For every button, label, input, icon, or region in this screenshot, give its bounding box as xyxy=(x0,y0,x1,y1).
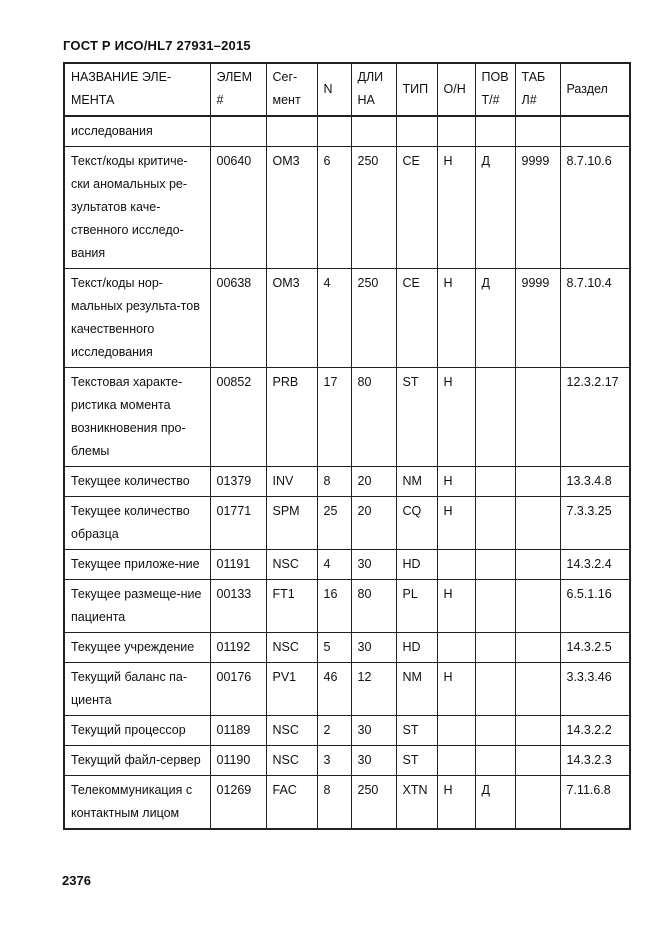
cell-name: исследования xyxy=(64,116,210,147)
cell-length: 20 xyxy=(351,497,396,550)
cell-length: 30 xyxy=(351,550,396,580)
table-row xyxy=(64,116,630,147)
cell-section: 7.11.6.8 xyxy=(560,776,630,830)
cell-repeat xyxy=(475,467,515,497)
col-header-n: N xyxy=(317,63,351,116)
cell-length: 12 xyxy=(351,663,396,716)
cell-type: NM xyxy=(396,663,437,716)
cell-table xyxy=(515,580,560,633)
cell-n: 8 xyxy=(317,467,351,497)
cell-type: CQ xyxy=(396,497,437,550)
cell-repeat xyxy=(475,368,515,467)
cell-optional xyxy=(437,746,475,776)
cell-segment: OM3 xyxy=(266,147,317,269)
cell-section: 3.3.3.46 xyxy=(560,663,630,716)
cell-segment: NSC xyxy=(266,746,317,776)
cell-elem: 00133 xyxy=(210,580,266,633)
table-row xyxy=(64,746,630,776)
col-header-table: ТАБ Л# xyxy=(515,63,560,116)
table-row xyxy=(64,497,630,550)
cell-n: 4 xyxy=(317,550,351,580)
cell-segment: NSC xyxy=(266,633,317,663)
document-header: ГОСТ Р ИСО/HL7 27931–2015 xyxy=(63,38,251,53)
cell-segment: OM3 xyxy=(266,269,317,368)
cell-length: 30 xyxy=(351,633,396,663)
cell-name: Текущий процессор xyxy=(64,716,210,746)
cell-section: 7.3.3.25 xyxy=(560,497,630,550)
col-header-repeat: ПОВ Т/# xyxy=(475,63,515,116)
cell-table xyxy=(515,716,560,746)
cell-n: 46 xyxy=(317,663,351,716)
cell-optional: Н xyxy=(437,663,475,716)
col-header-length: ДЛИ НА xyxy=(351,63,396,116)
cell-segment: NSC xyxy=(266,550,317,580)
cell-optional: Н xyxy=(437,467,475,497)
cell-segment: FAC xyxy=(266,776,317,830)
cell-repeat xyxy=(475,497,515,550)
col-header-type: ТИП xyxy=(396,63,437,116)
cell-optional xyxy=(437,550,475,580)
cell-repeat xyxy=(475,580,515,633)
col-header-name: НАЗВАНИЕ ЭЛЕ-МЕНТА xyxy=(64,63,210,116)
table-row xyxy=(64,147,630,269)
cell-optional: Н xyxy=(437,269,475,368)
cell-length: 250 xyxy=(351,269,396,368)
cell-elem: 01191 xyxy=(210,550,266,580)
table-row xyxy=(64,633,630,663)
cell-type xyxy=(396,116,437,147)
cell-section: 14.3.2.2 xyxy=(560,716,630,746)
cell-table xyxy=(515,368,560,467)
cell-repeat: Д xyxy=(475,269,515,368)
table-row xyxy=(64,467,630,497)
cell-length: 30 xyxy=(351,746,396,776)
cell-section: 8.7.10.4 xyxy=(560,269,630,368)
cell-optional xyxy=(437,116,475,147)
cell-table xyxy=(515,663,560,716)
cell-repeat xyxy=(475,633,515,663)
cell-n: 8 xyxy=(317,776,351,830)
cell-section: 12.3.2.17 xyxy=(560,368,630,467)
cell-n: 16 xyxy=(317,580,351,633)
cell-table xyxy=(515,467,560,497)
cell-type: HD xyxy=(396,633,437,663)
cell-name: Текст/коды нор-мальных результа-тов качественного исследования xyxy=(64,269,210,368)
table-row xyxy=(64,550,630,580)
cell-table xyxy=(515,776,560,830)
cell-repeat xyxy=(475,663,515,716)
cell-repeat: Д xyxy=(475,776,515,830)
cell-segment: PV1 xyxy=(266,663,317,716)
cell-name: Текстовая характе-ристика момента возникновения про-блемы xyxy=(64,368,210,467)
cell-repeat xyxy=(475,716,515,746)
cell-n: 5 xyxy=(317,633,351,663)
cell-type: CE xyxy=(396,147,437,269)
cell-type: ST xyxy=(396,368,437,467)
cell-table xyxy=(515,550,560,580)
table-row xyxy=(64,368,630,467)
cell-section: 6.5.1.16 xyxy=(560,580,630,633)
table-body xyxy=(64,116,630,829)
cell-length xyxy=(351,116,396,147)
cell-elem: 00640 xyxy=(210,147,266,269)
cell-repeat xyxy=(475,746,515,776)
cell-elem: 00852 xyxy=(210,368,266,467)
cell-name: Текущий баланс па-циента xyxy=(64,663,210,716)
cell-segment xyxy=(266,116,317,147)
cell-type: ST xyxy=(396,716,437,746)
cell-type: HD xyxy=(396,550,437,580)
cell-segment: FT1 xyxy=(266,580,317,633)
cell-elem: 01771 xyxy=(210,497,266,550)
cell-optional: Н xyxy=(437,776,475,830)
data-elements-table xyxy=(63,62,631,830)
cell-n: 6 xyxy=(317,147,351,269)
cell-elem: 01190 xyxy=(210,746,266,776)
cell-section xyxy=(560,116,630,147)
cell-table xyxy=(515,116,560,147)
cell-type: ST xyxy=(396,746,437,776)
cell-type: XTN xyxy=(396,776,437,830)
cell-section: 13.3.4.8 xyxy=(560,467,630,497)
cell-n: 17 xyxy=(317,368,351,467)
cell-name: Текущее учреждение xyxy=(64,633,210,663)
cell-type: NM xyxy=(396,467,437,497)
cell-length: 20 xyxy=(351,467,396,497)
col-header-optional: О/Н xyxy=(437,63,475,116)
cell-n: 3 xyxy=(317,746,351,776)
cell-elem: 00176 xyxy=(210,663,266,716)
cell-name: Телекоммуникация с контактным лицом xyxy=(64,776,210,830)
cell-elem: 00638 xyxy=(210,269,266,368)
table-header-row xyxy=(64,63,630,116)
cell-n xyxy=(317,116,351,147)
cell-length: 250 xyxy=(351,776,396,830)
cell-repeat xyxy=(475,116,515,147)
table-row xyxy=(64,269,630,368)
cell-repeat: Д xyxy=(475,147,515,269)
cell-optional: Н xyxy=(437,580,475,633)
cell-n: 2 xyxy=(317,716,351,746)
cell-section: 14.3.2.4 xyxy=(560,550,630,580)
col-header-segment: Сег-мент xyxy=(266,63,317,116)
cell-name: Текущее количество xyxy=(64,467,210,497)
cell-optional xyxy=(437,716,475,746)
cell-n: 25 xyxy=(317,497,351,550)
cell-table: 9999 xyxy=(515,147,560,269)
cell-elem: 01192 xyxy=(210,633,266,663)
cell-optional: Н xyxy=(437,147,475,269)
cell-segment: NSC xyxy=(266,716,317,746)
cell-section: 14.3.2.5 xyxy=(560,633,630,663)
cell-optional: Н xyxy=(437,368,475,467)
cell-name: Текст/коды критиче-ски аномальных ре-зультатов каче-ственного исследо-вания xyxy=(64,147,210,269)
cell-length: 30 xyxy=(351,716,396,746)
cell-name: Текущее размеще-ние пациента xyxy=(64,580,210,633)
cell-table: 9999 xyxy=(515,269,560,368)
cell-type: PL xyxy=(396,580,437,633)
col-header-elem: ЭЛЕМ # xyxy=(210,63,266,116)
cell-repeat xyxy=(475,550,515,580)
table-row xyxy=(64,580,630,633)
cell-optional xyxy=(437,633,475,663)
cell-name: Текущее приложе-ние xyxy=(64,550,210,580)
cell-segment: SPM xyxy=(266,497,317,550)
cell-name: Текущее количество образца xyxy=(64,497,210,550)
table-row xyxy=(64,663,630,716)
cell-elem xyxy=(210,116,266,147)
cell-type: CE xyxy=(396,269,437,368)
cell-elem: 01189 xyxy=(210,716,266,746)
cell-length: 80 xyxy=(351,368,396,467)
cell-table xyxy=(515,497,560,550)
col-header-section: Раздел xyxy=(560,63,630,116)
page-number: 2376 xyxy=(62,873,91,888)
cell-elem: 01269 xyxy=(210,776,266,830)
cell-name: Текущий файл-сервер xyxy=(64,746,210,776)
cell-table xyxy=(515,746,560,776)
cell-table xyxy=(515,633,560,663)
cell-optional: Н xyxy=(437,497,475,550)
cell-n: 4 xyxy=(317,269,351,368)
cell-segment: INV xyxy=(266,467,317,497)
cell-elem: 01379 xyxy=(210,467,266,497)
cell-length: 250 xyxy=(351,147,396,269)
cell-segment: PRB xyxy=(266,368,317,467)
table-row xyxy=(64,716,630,746)
table-row xyxy=(64,776,630,830)
cell-section: 8.7.10.6 xyxy=(560,147,630,269)
cell-section: 14.3.2.3 xyxy=(560,746,630,776)
cell-length: 80 xyxy=(351,580,396,633)
